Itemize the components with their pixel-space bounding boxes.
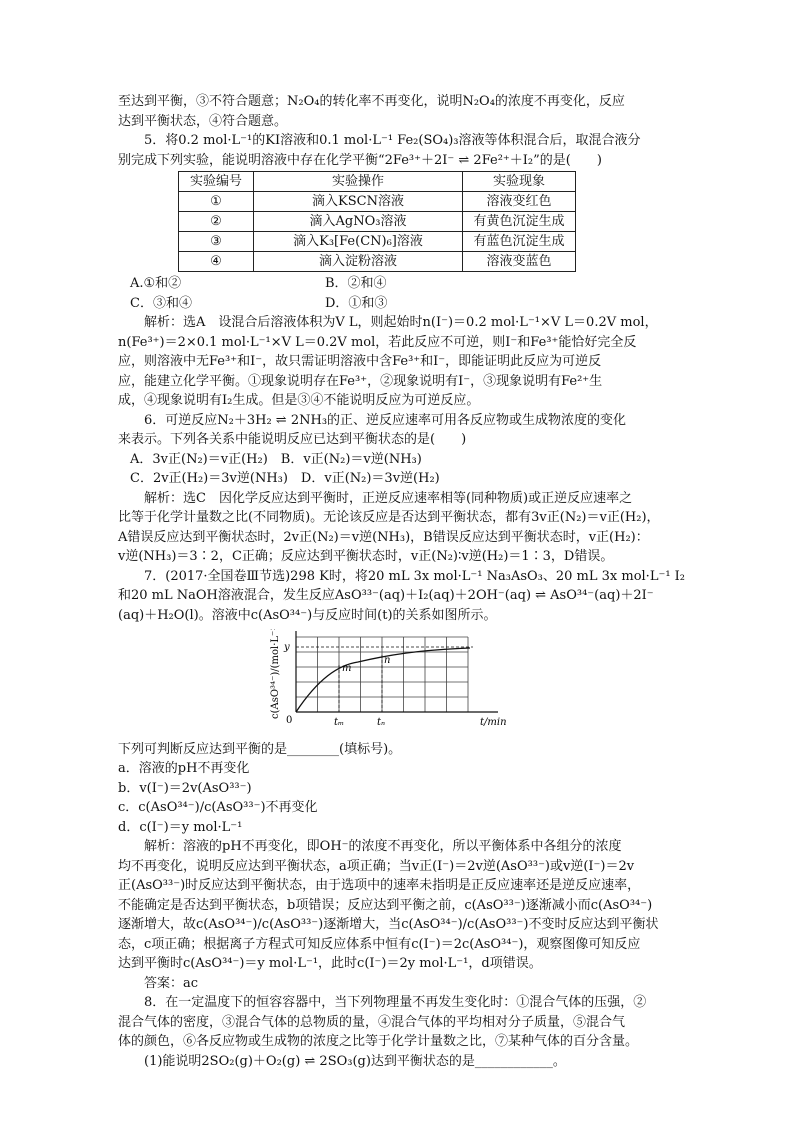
table-cell: 滴入AgNO₃溶液	[254, 212, 463, 232]
q6-analysis-line: 比等于化学计量数之比(不同物质)。无论该反应是否达到平衡状态，都有3v正(N₂)＝v正(H₂)，	[118, 510, 660, 525]
q6-analysis-line: 解析：选C 因化学反应达到平衡时，正逆反应速率相等(同种物质)或正逆反应速率之	[144, 490, 633, 506]
q5-option-b: B．②和④	[325, 276, 387, 291]
q7-analysis-line: 达到平衡时c(AsO³⁴⁻)＝y mol·L⁻¹，此时c(I⁻)＝2y mol·L⁻¹，d项错误。	[118, 956, 542, 971]
graph-y-label: c(AsO³⁴⁻)/(mol·L⁻¹)	[270, 629, 281, 719]
q7-option-line: d．c(I⁻)＝y mol·L⁻¹	[118, 819, 243, 835]
q7-analysis-line: 不能确定是否达到平衡状态，b项错误；反应达到平衡之前，c(AsO³³⁻)逐渐减小而c(AsO³⁴⁻)	[118, 897, 653, 913]
table-header-cell: 实验现象	[463, 172, 576, 192]
table-cell: 溶液变蓝色	[463, 252, 576, 272]
table-cell: 滴入KSCN溶液	[254, 192, 463, 212]
q7-stem-line: 7．(2017·全国卷Ⅲ节选)298 K时，将20 mL 3x mol·L⁻¹ Na₃AsO₃、20 mL 3x mol·L⁻¹ I₂	[144, 568, 686, 584]
q5-analysis-line: 应，能建立化学平衡。①现象说明存在Fe³⁺，②现象说明有I⁻，③现象说明有Fe²⁺生	[118, 373, 603, 389]
table-header-cell: 实验编号	[179, 172, 254, 192]
q5-option-a: A.①和②	[130, 276, 182, 291]
q5-analysis-line: 成，④现象说明有I₂生成。但是③④不能说明反应为可逆反应。	[118, 393, 480, 408]
q5-analysis-line: 应，则溶液中无Fe³⁺和I⁻，故只需证明溶液中含Fe³⁺和I⁻，即能证明此反应为可逆反	[118, 354, 602, 369]
q7-analysis-line: 逐渐增大，故c(AsO³⁴⁻)/c(AsO³³⁻)逐渐增大，当c(AsO³⁴⁻)/c(AsO³³⁻)不变时反应达到平衡状	[118, 917, 659, 932]
document-page	[118, 92, 686, 1071]
q7-analysis-line: 均不再变化，说明反应达到平衡状态，a项正确；当v正(I⁻)＝2v逆(AsO³³⁻)或v逆(I⁻)＝2v	[118, 858, 635, 874]
q7-analysis-line: 正(AsO³³⁻)时反应达到平衡状态，由于选项中的速率未指明是正反应速率还是逆反应速率，	[118, 878, 641, 893]
q6-stem-line: 6．可逆反应N₂＋3H₂ ⇌ 2NH₃的正、逆反应速率可用各反应物或生成物浓度的变化	[144, 412, 627, 428]
q6-option-line: C．2v正(H₂)＝3v逆(NH₃) D．v正(N₂)＝3v逆(H₂)	[130, 471, 440, 486]
graph-x-label: t/min	[480, 717, 507, 728]
q7-option-line: c．c(AsO³⁴⁻)/c(AsO³³⁻)不再变化	[118, 800, 318, 815]
table-cell: 有蓝色沉淀生成	[463, 232, 576, 252]
graph-origin: 0	[286, 715, 293, 726]
q6-analysis-line: A错误反应达到平衡状态时，2v正(N₂)＝v逆(NH₃)，B错误反应达到平衡状态时，v正(H₂)：	[118, 529, 649, 545]
q5-options-row	[118, 294, 670, 314]
table-header-row	[179, 172, 576, 192]
q5-stem-line: 5．将0.2 mol·L⁻¹的KI溶液和0.1 mol·L⁻¹ Fe₂(SO₄)₃溶液等体积混合后，取混合液分	[144, 133, 641, 148]
table-row	[179, 192, 576, 212]
q6-analysis-line: v逆(NH₃)＝3∶2，C正确；反应达到平衡状态时，v正(N₂)∶v逆(H₂)＝1∶3，D错误。	[118, 549, 614, 564]
q8-stem-line: 体的颜色，⑥各反应物或生成物的浓度之比等于化学计量数之比，⑦某种气体的百分含量。	[118, 1034, 639, 1049]
table-cell: 有黄色沉淀生成	[463, 212, 576, 232]
q5-option-d: D．①和③	[325, 295, 388, 311]
table-cell: ①	[179, 192, 254, 212]
table-cell: 滴入淀粉溶液	[254, 252, 463, 272]
graph-y-mark: y	[284, 642, 290, 653]
graph-tick-tn: tₙ	[377, 717, 386, 728]
text-line: 至达到平衡，③不符合题意；N₂O₄的转化率不再变化，说明N₂O₄的浓度不再变化，反应	[118, 94, 625, 109]
q7-analysis-line: 解析：溶液的pH不再变化，即OH⁻的浓度不再变化，所以平衡体系中各组分的浓度	[144, 839, 622, 854]
text-line: 达到平衡状态，④符合题意。	[118, 113, 288, 129]
q6-stem-line: 来表示。下列各关系中能说明反应已达到平衡状态的是( )	[118, 432, 467, 447]
table-header-cell: 实验操作	[254, 172, 463, 192]
table-row	[179, 212, 576, 232]
q5-experiment-table	[178, 171, 576, 272]
q5-analysis-line: n(Fe³⁺)＝2×0.1 mol·L⁻¹×V L＝0.2V mol，若此反应不可逆，则I⁻和Fe³⁺能恰好完全反	[118, 334, 637, 350]
q5-analysis-line: 解析：选A 设混合后溶液体积为V L，则起始时n(I⁻)＝0.2 mol·L⁻¹×V L＝0.2V mol，	[144, 315, 658, 330]
q5-options-row	[118, 274, 670, 294]
table-cell: ④	[179, 252, 254, 272]
q8-stem-line: 8．在一定温度下的恒容容器中，当下列物理量不再发生变化时：①混合气体的压强，②	[144, 995, 647, 1010]
q7-analysis-line: 态，c项正确；根据离子方程式可知反应体系中恒有c(I⁻)＝2c(AsO³⁴⁻)，观察图像可知反应	[118, 936, 641, 952]
graph-svg	[258, 629, 528, 731]
q7-stem-line: 和20 mL NaOH溶液混合，发生反应AsO³³⁻(aq)＋I₂(aq)＋2OH⁻(aq) ⇌ AsO³⁴⁻(aq)＋2I⁻	[118, 588, 654, 603]
graph-point-m: m	[342, 663, 352, 674]
concentration-curve	[296, 648, 470, 712]
q8-sub1: (1)能说明2SO₂(g)＋O₂(g) ⇌ 2SO₃(g)达到平衡状态的是____________。	[144, 1053, 566, 1069]
table-row	[179, 252, 576, 272]
q6-option-line: A．3v正(N₂)＝v正(H₂) B．v正(N₂)＝v逆(NH₃)	[130, 451, 422, 467]
q5-option-c: C．③和④	[130, 295, 192, 311]
q7-option-line: b．v(I⁻)＝2v(AsO³³⁻)	[118, 780, 252, 796]
table-cell: ③	[179, 232, 254, 252]
table-cell: ②	[179, 212, 254, 232]
q5-stem-line: 别完成下列实验，能说明溶液中存在化学平衡“2Fe³⁺＋2I⁻ ⇌ 2Fe²⁺＋I₂”的是( )	[118, 152, 602, 168]
graph-point-n: n	[384, 655, 391, 666]
table-row	[179, 232, 576, 252]
q7-concentration-graph	[258, 629, 670, 738]
q7-stem-line: (aq)＋H₂O(l)。溶液中c(AsO³⁴⁻)与反应时间(t)的关系如图所示。	[118, 607, 497, 623]
q7-answer: 答案：ac	[144, 975, 199, 991]
q7-option-line: a．溶液的pH不再变化	[118, 761, 250, 776]
table-cell: 溶液变红色	[463, 192, 576, 212]
table-cell: 滴入K₃[Fe(CN)₆]溶液	[254, 232, 463, 252]
graph-tick-tm: tₘ	[334, 717, 345, 728]
q8-stem-line: 混合气体的密度，③混合气体的总物质的量，④混合气体的平均相对分子质量，⑤混合气	[118, 1014, 626, 1030]
q7-ask-line: 下列可判断反应达到平衡的是________(填标号)。	[118, 741, 402, 757]
